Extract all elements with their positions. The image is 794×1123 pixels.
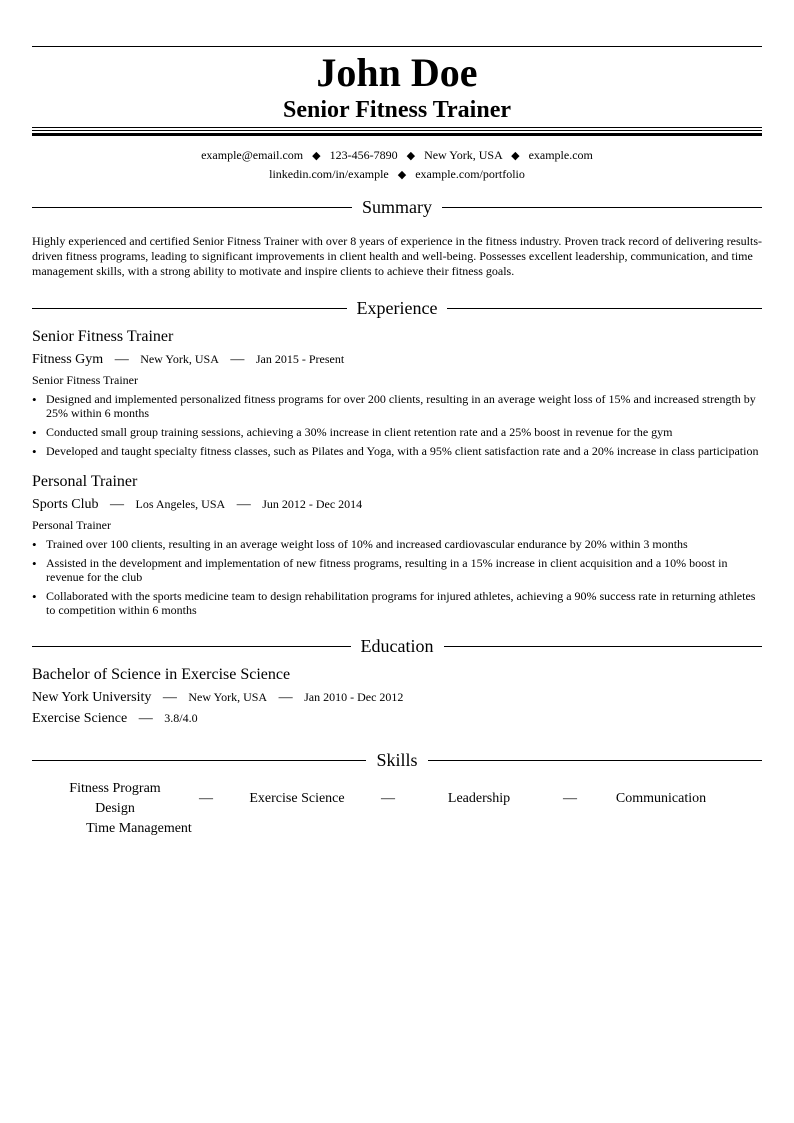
summary-section-heading: [32, 196, 762, 218]
section-title-skills: Skills: [376, 750, 418, 770]
skills-section-heading: [32, 749, 762, 771]
contact-location: New York, USA: [424, 148, 503, 162]
summary-text: Highly experienced and certified Senior Fitness Trainer with over 8 years of experience in the fitness industry. Proven track record of delivering results-driven fitness programs, leading to significant improvements in client health and well-being. Possesses excellent leadership, communication, and time management skills, with a strong ability to motivate and inspire clients to achieve their fitness goals.: [32, 234, 763, 278]
dash-separator: —: [110, 497, 125, 512]
experience-section-heading: [32, 297, 762, 319]
dash-separator: —: [162, 690, 177, 705]
skills-row-1: [32, 779, 762, 819]
bullet-item: • Conducted small group training sessions, achieving a 30% increase in client retention rate and a 25% boost in revenue for the gym: [32, 425, 762, 439]
job-location: Los Angeles, USA: [135, 497, 226, 511]
skill-item: Leadership: [447, 791, 511, 806]
skill-item: Fitness Program Design: [69, 781, 161, 816]
experience-item: [32, 327, 762, 458]
education-field-row: [32, 708, 762, 729]
section-title-experience: Experience: [356, 298, 438, 318]
job-company: Fitness Gym: [32, 352, 104, 367]
diamond-separator-icon: ◆: [406, 150, 416, 162]
education-degree: Bachelor of Science in Exercise Science: [32, 666, 291, 683]
section-title-summary: Summary: [362, 197, 432, 217]
contact-line-2: [32, 165, 762, 184]
header-divider-thin: [32, 127, 762, 128]
skills-list: [32, 779, 762, 839]
contact-email[interactable]: example@email.com: [201, 148, 304, 162]
job-company: Sports Club: [32, 497, 99, 512]
skill-item: Communication: [615, 791, 707, 806]
contact-phone[interactable]: 123-456-7890: [329, 148, 398, 162]
job-bullets: [32, 537, 762, 617]
section-title-education: Education: [360, 636, 434, 656]
bullet-item: • Designed and implemented personalized fitness programs for over 200 clients, resulting in an average weight loss of 15% and increased strength by 25% within 6 months: [32, 392, 762, 420]
education-school: New York University: [32, 690, 152, 705]
job-title: Senior Fitness Trainer: [32, 328, 174, 345]
education-gpa: 3.8/4.0: [164, 711, 198, 725]
job-dates: Jan 2015 - Present: [255, 352, 345, 366]
job-location: New York, USA: [140, 352, 219, 366]
job-meta: [32, 349, 762, 370]
header-divider-thick: [32, 133, 762, 136]
header-divider-thin-2: [32, 130, 762, 131]
job-dates: Jun 2012 - Dec 2014: [262, 497, 363, 511]
bullet-item: • Trained over 100 clients, resulting in an average weight loss of 10% and increased cardiovascular endurance by 20% within 3 months: [32, 537, 762, 551]
diamond-separator-icon: ◆: [312, 150, 321, 162]
education-meta: [32, 687, 762, 708]
bullet-item: • Assisted in the development and implementation of new fitness programs, resulting in a 15% increase in client acquisition and a 10% boost in revenue for the club: [32, 556, 762, 584]
top-divider: [32, 46, 762, 47]
job-role: Senior Fitness Trainer: [32, 373, 139, 387]
diamond-separator-icon: ◆: [397, 169, 407, 181]
dash-separator: —: [381, 791, 395, 806]
resume-page: [32, 0, 762, 839]
contact-linkedin[interactable]: linkedin.com/in/example: [269, 167, 389, 181]
dash-separator: —: [563, 791, 577, 806]
skill-item: Exercise Science: [249, 791, 345, 806]
job-title: Personal Trainer: [32, 473, 138, 490]
skill-item: Time Management: [86, 821, 192, 836]
contact-line-1: [32, 146, 762, 165]
education-location: New York, USA: [188, 690, 268, 704]
bullet-item: • Collaborated with the sports medicine team to design rehabilitation programs for injured athletes, achieving a 90% success rate in returning athletes to competition within 6 months: [32, 589, 762, 617]
contact-portfolio[interactable]: example.com/portfolio: [415, 167, 525, 181]
education-section-heading: [32, 635, 762, 657]
dash-separator: —: [278, 690, 293, 705]
experience-item: [32, 472, 762, 617]
education-item: [32, 665, 762, 729]
candidate-title: Senior Fitness Trainer: [283, 97, 511, 123]
job-role: Personal Trainer: [32, 518, 111, 532]
contact-website[interactable]: example.com: [528, 148, 593, 162]
dash-separator: —: [230, 352, 245, 367]
diamond-separator-icon: ◆: [511, 150, 520, 162]
education-field: Exercise Science: [32, 711, 128, 726]
contact-block: [32, 146, 762, 184]
dash-separator: —: [236, 497, 251, 512]
dash-separator: —: [114, 352, 129, 367]
job-meta: [32, 494, 762, 515]
skills-row-2: [32, 819, 762, 839]
bullet-item: • Developed and taught specialty fitness classes, such as Pilates and Yoga, with a 95% client satisfaction rate and a 20% increase in class participation: [32, 444, 762, 458]
dash-separator: —: [138, 711, 153, 726]
dash-separator: —: [199, 791, 213, 806]
candidate-name: John Doe: [316, 50, 478, 95]
education-dates: Jan 2010 - Dec 2012: [304, 690, 404, 704]
job-bullets: [32, 392, 762, 458]
